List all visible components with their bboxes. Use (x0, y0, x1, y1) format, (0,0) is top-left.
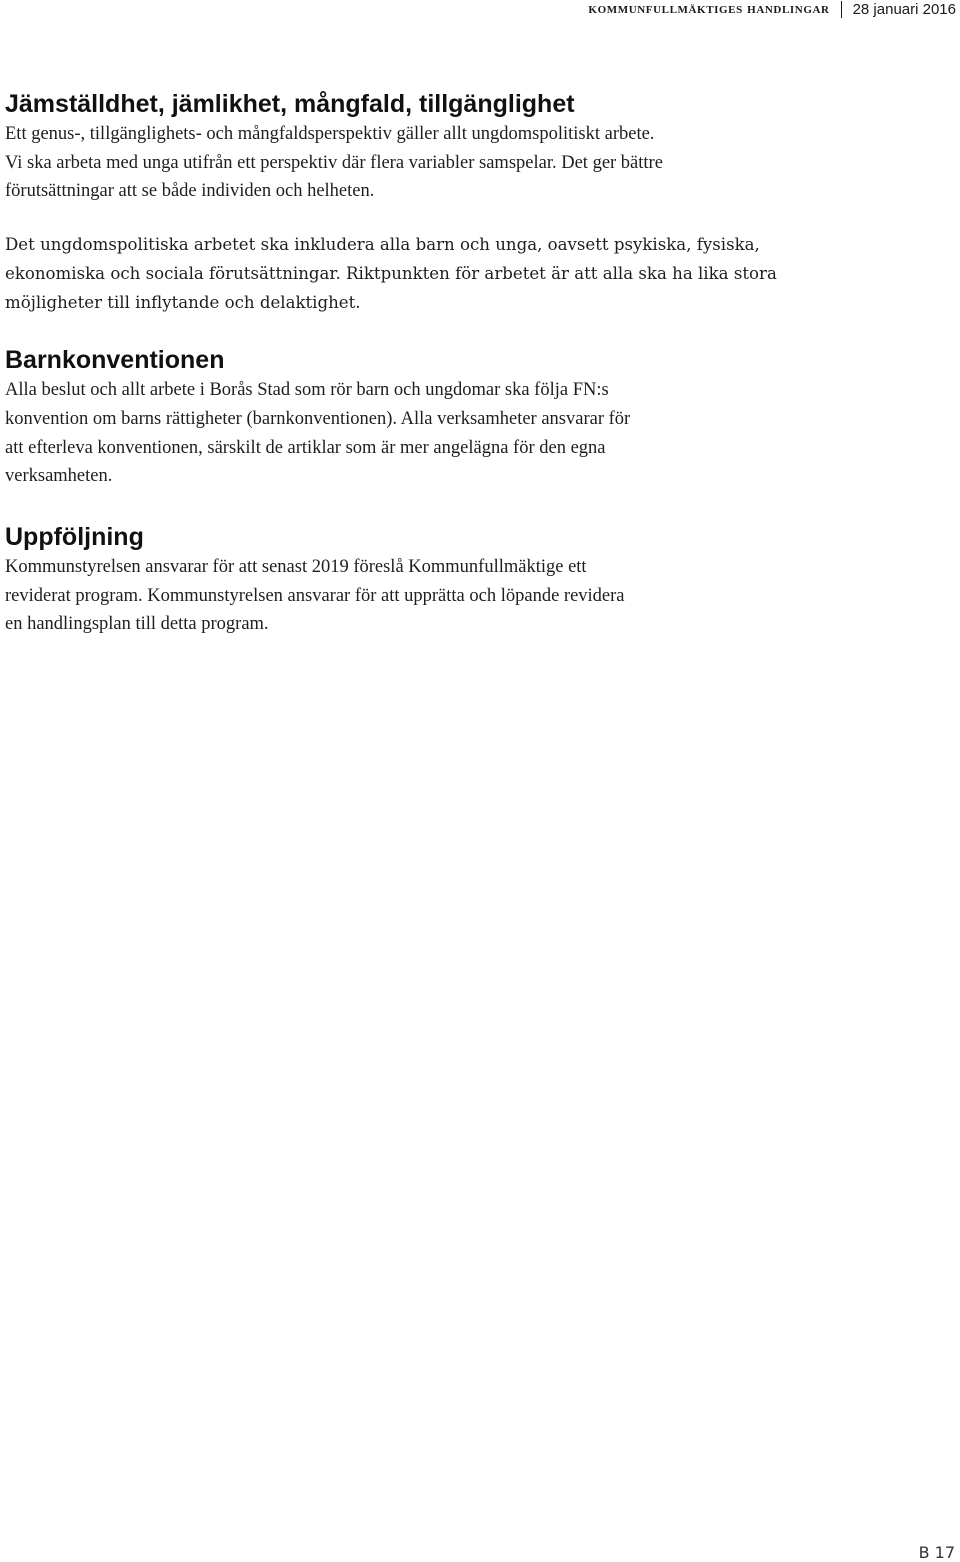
section-barnkonventionen (5, 344, 855, 491)
document-title: kommunfullmäktiges handlingar (588, 0, 830, 17)
page-number: B 17 (918, 1543, 955, 1562)
header-divider (841, 1, 842, 18)
section-heading: Barnkonventionen (5, 346, 225, 375)
paragraph: Alla beslut och allt arbete i Borås Stad som rör barn och ungdomar ska följa FN:s konvention om barns rättigheter (barnkonventionen). Alla verksamheter ansvarar för att efterleva konventionen, särskilt de artiklar som är mer angelägna för den egna verksamheten. (5, 380, 631, 487)
paragraph: Det ungdomspolitiska arbetet ska inkludera alla barn och unga, oavsett psykiska, fysiska, ekonomiska och sociala förutsättningar. Riktpunkten för arbetet är att alla ska ha lika stora möjligheter till inflytande och delaktighet. (5, 235, 777, 312)
section-heading: Uppföljning (5, 523, 144, 552)
section-uppfoljning (5, 521, 855, 639)
running-header (588, 0, 956, 18)
page-content (5, 88, 855, 639)
document-date: 28 januari 2016 (852, 0, 956, 18)
paragraph: Kommunstyrelsen ansvarar för att senast 2019 föreslå Kommunfullmäktige ett reviderat program. Kommunstyrelsen ansvarar för att upprätta och löpande revidera en handlingsplan till detta program. (5, 557, 625, 635)
section-jamstalldhet (5, 88, 855, 317)
section-heading: Jämställdhet, jämlikhet, mångfald, tillgänglighet (5, 90, 575, 118)
paragraph: Ett genus-, tillgänglighets- och mångfaldsperspektiv gäller allt ungdomspolitiskt arbete. Vi ska arbeta med unga utifrån ett perspektiv där flera variabler samspelar. Det ger bättre förutsättningar att se både individen och helheten. (5, 124, 663, 202)
